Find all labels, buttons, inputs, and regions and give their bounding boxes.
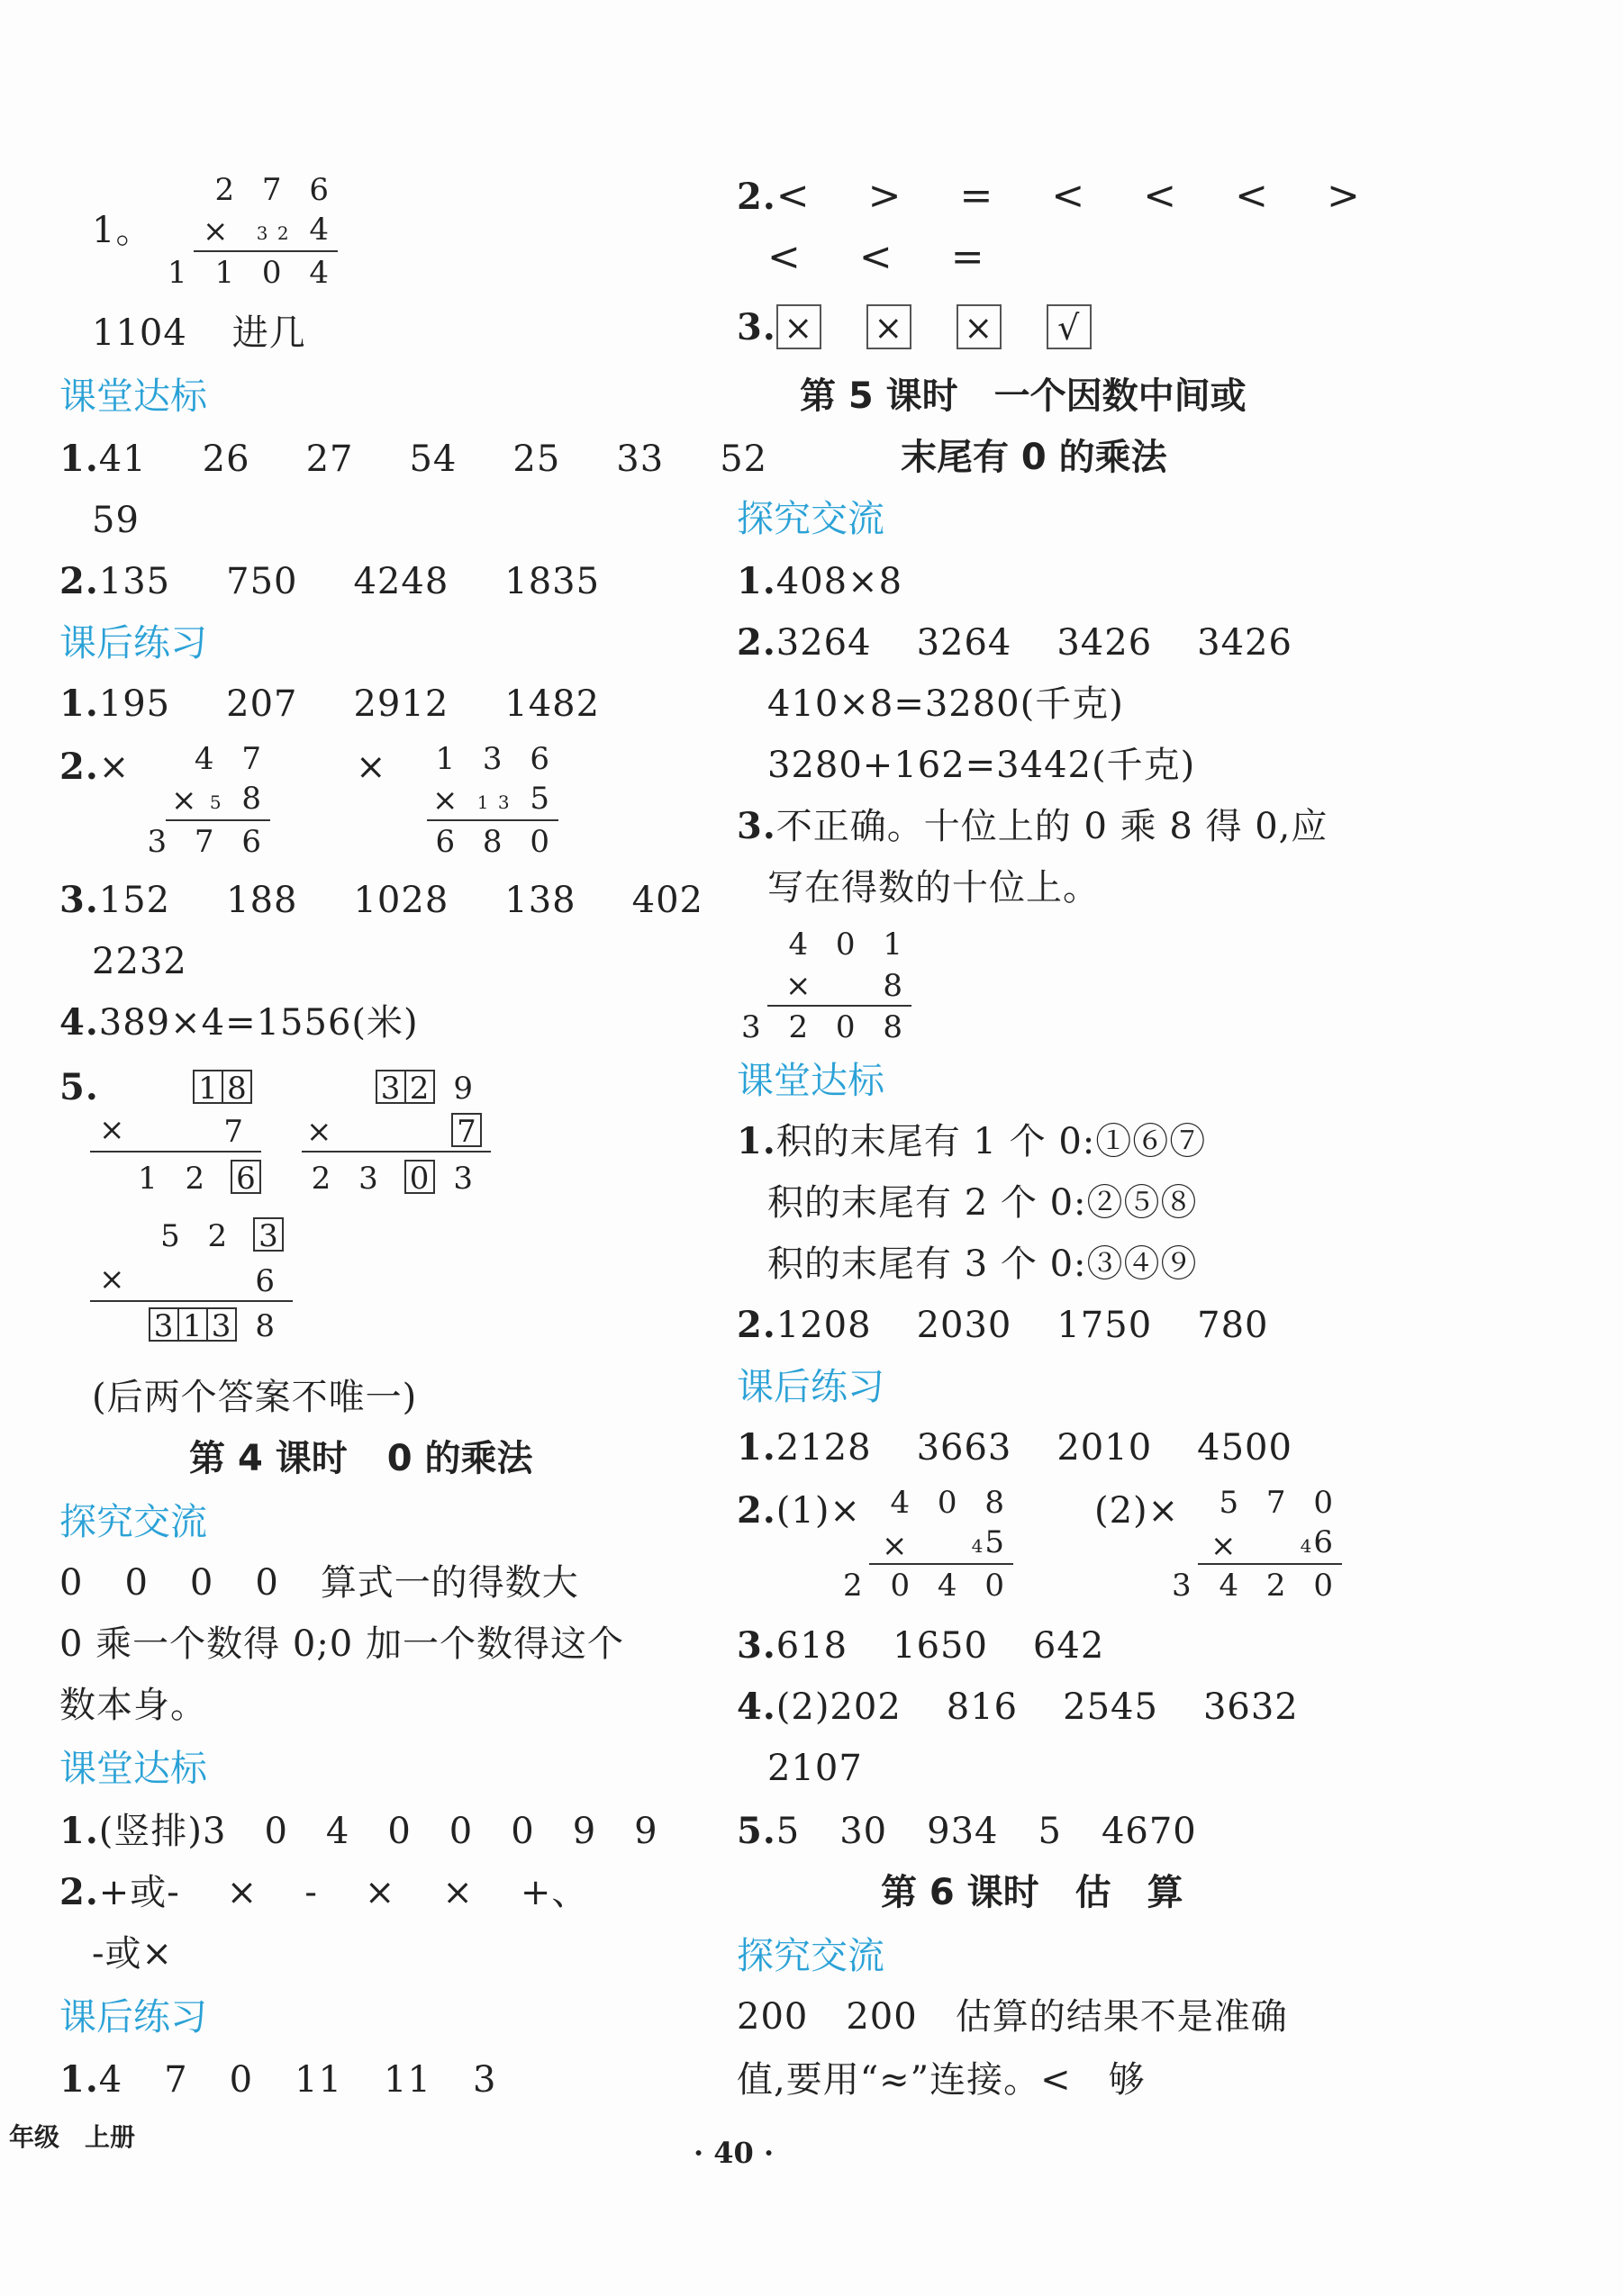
question-line: 2.+或- × - × × +、	[59, 1871, 589, 1913]
item1-answer: 1104 进几	[92, 312, 306, 354]
question-line-cont: 2232	[92, 941, 187, 982]
page-number: · 40 ·	[694, 2136, 775, 2170]
section-heading: 课后练习	[737, 1365, 884, 1408]
section-heading: 探究交流	[737, 1934, 884, 1977]
text-line: 0 乘一个数得 0;0 加一个数得这个	[59, 1623, 624, 1665]
judge-row: 3. × × × √	[737, 304, 1137, 349]
question-line: 1.195 207 2912 1482	[59, 682, 601, 725]
section-heading: 课后练习	[59, 621, 207, 664]
calc-570x6: 5 7 0 × 46 3 4 2 0	[1172, 1485, 1342, 1604]
question-line: 3.152 188 1028 138 402	[59, 879, 703, 921]
question-line: 4.(2)202 816 2545 3632	[737, 1686, 1299, 1728]
calc-multiplier: 3 2 4	[256, 212, 338, 248]
question-line: 1.408×8	[737, 560, 903, 602]
text-line: 积的末尾有 3 个 0:③④⑨	[767, 1243, 1198, 1285]
lesson-title: 第 6 课时 估 算	[881, 1872, 1183, 1913]
compare-row-cont: < < =	[767, 234, 985, 280]
question-line: 1.41 26 27 54 25 33 52	[59, 438, 768, 480]
calc-47x8: 4 7 × 5 8 3 7 6	[147, 741, 270, 860]
lesson-title: 第 5 课时 一个因数中间或	[800, 375, 1247, 417]
item1-calculation	[168, 171, 338, 291]
text-line: 数本身。	[59, 1685, 207, 1726]
question-line: 2.3264 3264 3426 3426	[737, 621, 1292, 664]
question-line-cont: -或×	[92, 1933, 174, 1975]
text-line: 0 0 0 0 算式一的得数大	[59, 1562, 579, 1604]
section-heading: 课堂达标	[737, 1059, 884, 1102]
section-heading: 探究交流	[59, 1500, 207, 1543]
box-calc-b: 3 2 9 × 7 2 3 0 3	[302, 1070, 491, 1196]
text-line: 410×8=3280(千克)	[767, 683, 1124, 725]
calc-408x5: 4 0 8 × 45 2 0 4 0	[843, 1485, 1013, 1604]
box-calc-c: 5 2 3 × 6 3 1 3 8	[90, 1217, 293, 1352]
compare-row: 2.< > = < < < >	[737, 173, 1361, 219]
note: (后两个答案不唯一)	[92, 1377, 418, 1418]
question-label: 2.×	[59, 746, 131, 788]
question-label: 2.(1)×	[737, 1489, 861, 1532]
calc-top: 2 7 6	[214, 172, 338, 208]
grade-label: 年级 上册	[9, 2122, 136, 2152]
question-line: 1.4 7 0 11 11 3	[59, 2058, 497, 2101]
question-line: 3.不正确。十位上的 0 乘 8 得 0,应	[737, 805, 1328, 847]
section-heading: 探究交流	[737, 497, 884, 540]
question-label: 5.	[59, 1066, 99, 1108]
section-heading: 课堂达标	[59, 375, 207, 418]
question-line: 2.135 750 4248 1835	[59, 560, 601, 602]
calc-401x8: 4 0 1 × 8 3 2 0 8	[741, 927, 911, 1045]
text-line: 值,要用“≈”连接。< 够	[737, 2059, 1146, 2101]
question-line-cont: 2107	[767, 1748, 863, 1789]
text-line: 200 200 估算的结果不是准确	[737, 1996, 1288, 2038]
section-heading: 课堂达标	[59, 1747, 207, 1790]
question-line: 1.(竖排)3 0 4 0 0 0 9 9	[59, 1810, 658, 1852]
question-line: 5.5 30 934 5 4670	[737, 1810, 1197, 1852]
calc-rule	[194, 250, 338, 252]
times-sign: ×	[203, 213, 229, 249]
mark: ×	[356, 746, 387, 788]
section-heading: 课后练习	[59, 1995, 207, 2038]
lesson-title: 第 4 课时 0 的乘法	[189, 1438, 533, 1479]
question-line: 4.389×4=1556(米)	[59, 1001, 419, 1044]
text-line: 积的末尾有 2 个 0:②⑤⑧	[767, 1182, 1198, 1224]
item1-label: 1。	[92, 210, 153, 251]
lesson-title-line2: 末尾有 0 的乘法	[901, 437, 1167, 478]
question-line-cont: 59	[92, 500, 140, 541]
question-line: 3.618 1650 642	[737, 1624, 1105, 1667]
question-line: 1.积的末尾有 1 个 0:①⑥⑦	[737, 1120, 1207, 1162]
text-line: 3280+162=3442(千克)	[767, 745, 1196, 786]
text-line: 写在得数的十位上。	[767, 867, 1100, 908]
box-calc-a: 1 8 × 7 1 2 6	[90, 1070, 261, 1196]
calc-136x5: 1 3 6 × 1 3 5 6 8 0	[432, 740, 558, 857]
question-part: (2)×	[1094, 1490, 1180, 1532]
calc-result: 1 1 0 4	[168, 255, 338, 291]
question-line: 2.1208 2030 1750 780	[737, 1304, 1269, 1346]
question-line: 1.2128 3663 2010 4500	[737, 1426, 1292, 1469]
